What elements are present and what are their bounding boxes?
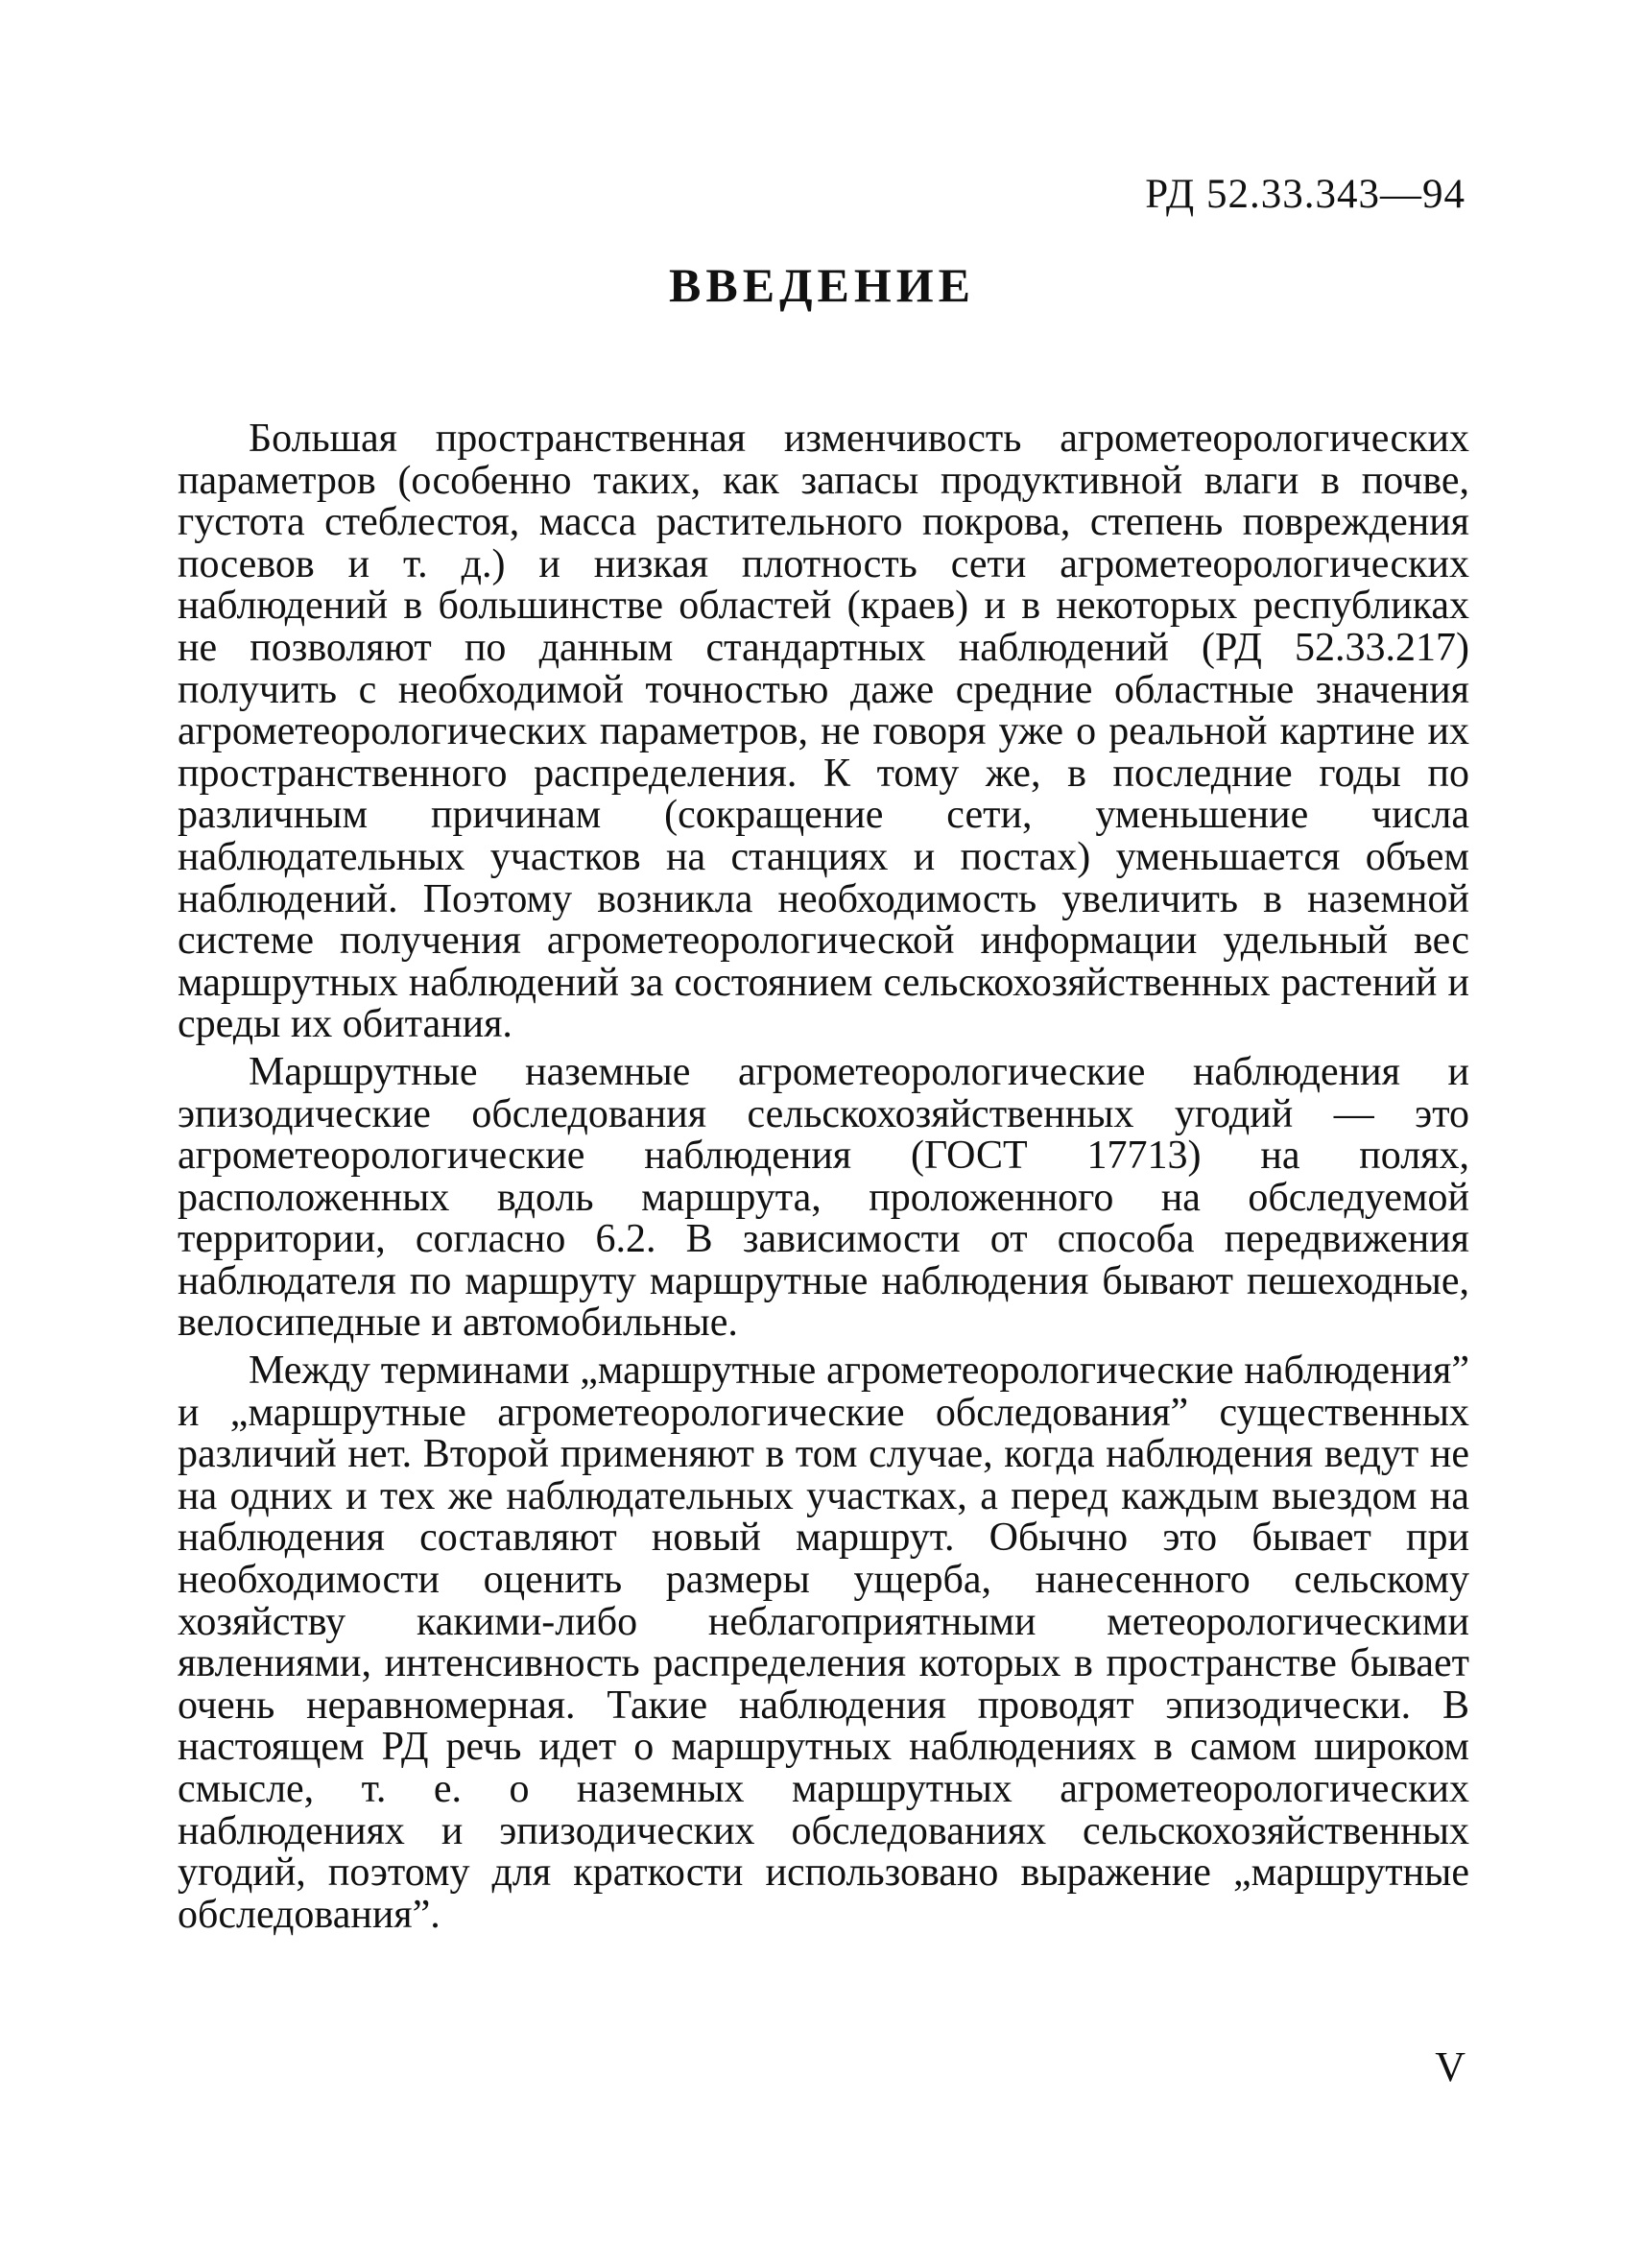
document-code: РД 52.33.343—94 <box>1145 172 1465 217</box>
section-title: ВВЕДЕНИЕ <box>669 258 975 312</box>
body-text <box>178 418 1469 1942</box>
paragraph-1: Большая пространственная изменчивость агрометеорологических параметров (особенно таких, как запасы продуктивной влаги в почве, густота стеблестоя, масса растительного покрова, степень повреждения посевов и т. д.) и низкая плотность сети агрометеорологических наблюдений в большинстве областей (краев) и в некоторых республиках не позволяют по данным стандартных наблюдений (РД 52.33.217) получить с необходимой точностью даже средние областные значения агрометеорологических параметров, не говоря уже о реальной картине их пространственного распределения. К тому же, в последние годы по различным причинам (сокращение сети, уменьшение числа наблюдательных участков на станциях и постах) уменьшается объем наблюдений. Поэтому возникла необходимость увеличить в наземной системе получения агрометеорологической информации удельный вес маршрутных наблюдений за состоянием сельскохозяйственных растений и среды их обитания. <box>178 417 1469 1047</box>
paragraph-2: Маршрутные наземные агрометеорологические наблюдения и эпизодические обследования сельскохозяйственных угодий — это агрометеорологические наблюдения (ГОСТ 17713) на полях, расположенных вдоль маршрута, проложенного на обследуемой территории, согласно 6.2. В зависимости от способа передвижения наблюдателя по маршруту маршрутные наблюдения бывают пешеходные, велосипедные и автомобильные. <box>178 1049 1469 1346</box>
paragraph-3: Между терминами „маршрутные агрометеорологические наблюдения” и „маршрутные агрометеорологические обследования” существенных различий нет. Второй применяют в том случае, когда наблюдения ведут не на одних и тех же наблюдательных участках, а перед каждым выездом на наблюдения составляют новый маршрут. Обычно это бывает при необходимости оценить размеры ущерба, нанесенного сельскому хозяйству какими-либо неблагоприятными метеорологическими явлениями, интенсивность распределения которых в пространстве бывает очень неравномерная. Такие наблюдения проводят эпизодически. В настоящем РД речь идет о маршрутных наблюдениях в самом широком смысле, т. е. о наземных маршрутных агрометеорологических наблюдениях и эпизодических обследованиях сельскохозяйственных угодий, поэтому для краткости использовано выражение „маршрутные обследования”. <box>178 1349 1469 1937</box>
page-number: V <box>1435 2043 1465 2090</box>
